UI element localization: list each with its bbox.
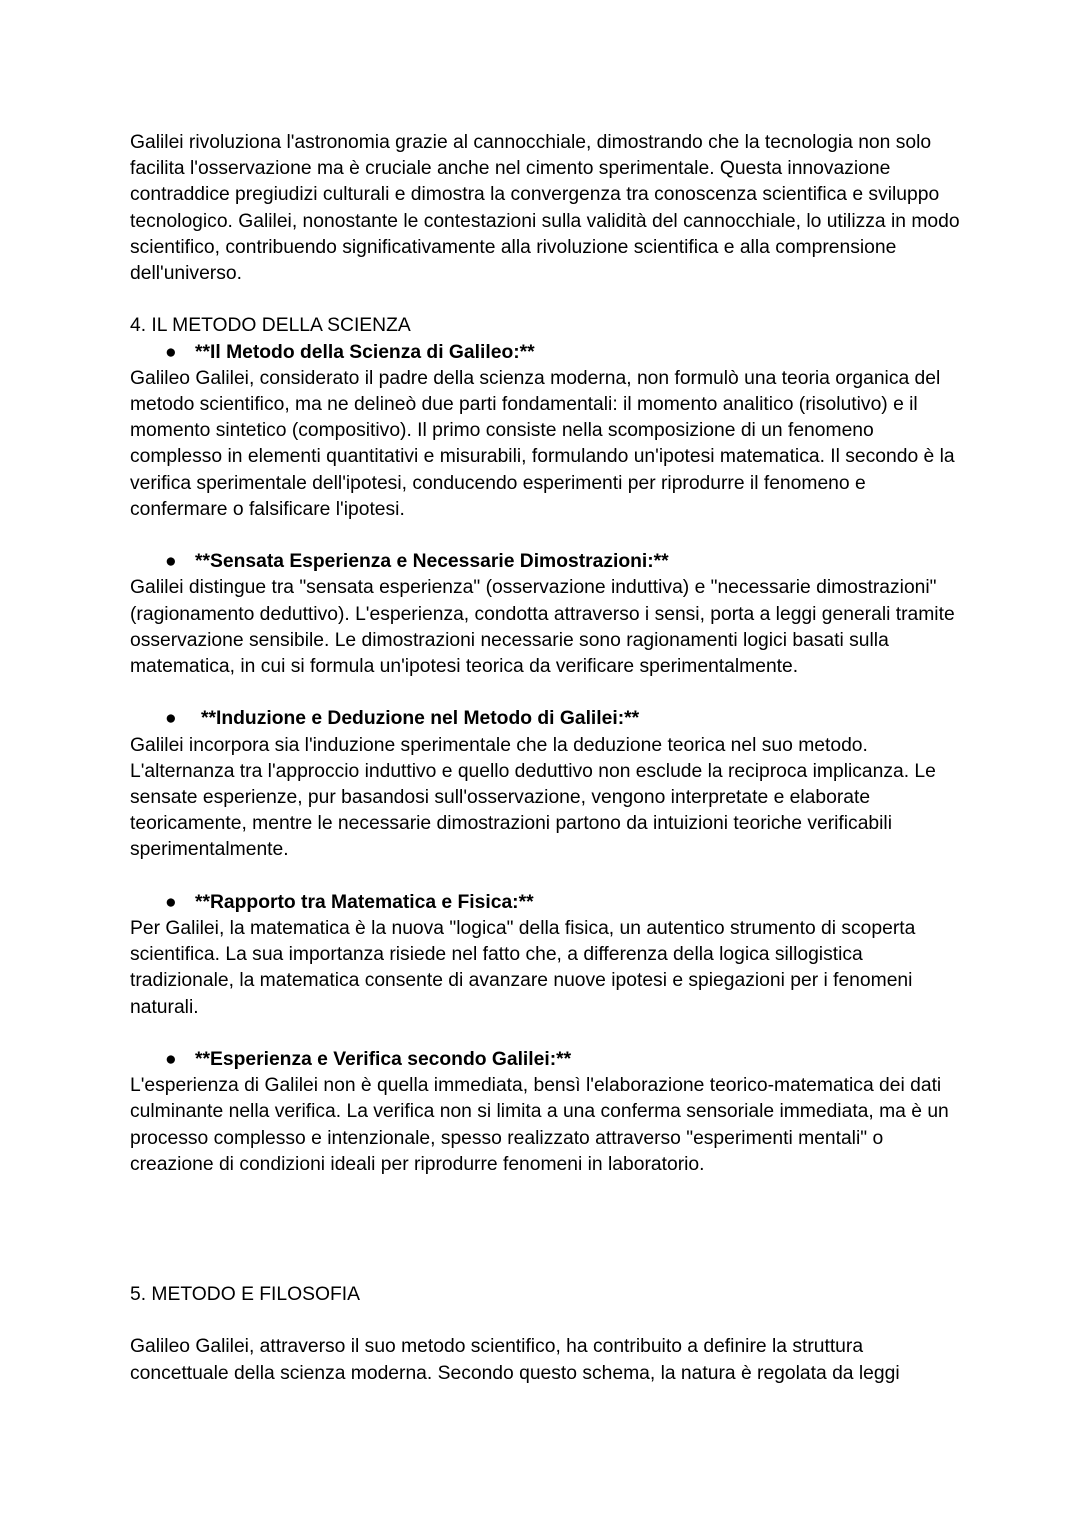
spacer (130, 287, 960, 313)
bullet-item-body: Galilei distingue tra "sensata esperienza" (osservazione induttiva) e "necessarie dimostrazioni" (ragionamento deduttivo). L'esperienza, condotta attraverso i sensi, porta a leggi generali tramite osservazione sensibile. Le dimostrazioni necessarie sono ragionamenti logici basati sulla matematica, in cui si formula un'ipotesi teorica da verificare sperimentalmente. (130, 577, 955, 678)
bullet-item-title (130, 890, 960, 916)
bullet-icon: ● (165, 708, 177, 730)
bullet-title-text: **Rapporto tra Matematica e Fisica:** (195, 891, 534, 913)
spacer (130, 680, 960, 706)
bullet-item-title (130, 549, 960, 575)
bullet-title-text: **Sensata Esperienza e Necessarie Dimostrazioni:** (195, 551, 669, 573)
bullet-item-title (130, 340, 960, 366)
section-5-paragraph: Galileo Galilei, attraverso il suo metodo scientifico, ha contribuito a definire la struttura concettuale della scienza moderna. Secondo questo schema, la natura è regolata da leggi (130, 1336, 900, 1384)
document-page (130, 130, 960, 1387)
spacer (130, 1308, 960, 1334)
bullet-title-text: **Esperienza e Verifica secondo Galilei:** (195, 1049, 572, 1071)
bullet-item-body: Galilei incorpora sia l'induzione sperimentale che la deduzione teorica nel suo metodo. L'alternanza tra l'approccio induttivo e quello deduttivo non esclude la reciproca implicanza. Le sensate esperienze, pur basandosi sull'osservazione, vengono interpretate e elaborate teoricamente, mentre le necessarie dimostrazioni partono da intuizioni teoriche verificabili sperimentalmente. (130, 734, 936, 861)
bullet-item-body: Per Galilei, la matematica è la nuova "logica" della fisica, un autentico strumento di scoperta scientifica. La sua importanza risiede nel fatto che, a differenza della logica sillogistica tradizionale, la matematica consente di avanzare nuove ipotesi e spiegazioni per i fenomeni naturali. (130, 918, 916, 1018)
spacer (130, 1178, 960, 1230)
bullet-icon: ● (165, 891, 177, 913)
bullet-icon: ● (165, 1049, 177, 1071)
section-5-heading: 5. METODO E FILOSOFIA (130, 1284, 360, 1306)
bullet-item-body: Galileo Galilei, considerato il padre della scienza moderna, non formulò una teoria organica del metodo scientifico, ma ne delineò due parti fondamentali: il momento analitico (risolutivo) e il momento sintetico (compositivo). Il primo consiste nella scomposizione di un fenomeno complesso in elementi quantitativi e misurabili, formulando un'ipotesi matematica. Il secondo è la verifica sperimentale dell'ipotesi, conducendo esperimenti per riprodurre il fenomeno e confermare o falsificare l'ipotesi. (130, 367, 955, 520)
bullet-title-text: **Il Metodo della Scienza di Galileo:** (195, 341, 535, 363)
bullet-item-body: L'esperienza di Galilei non è quella immediata, bensì l'elaborazione teorico-matematica dei dati culminante nella verifica. La verifica non si limita a una conferma sensoriale immediata, ma è un processo complesso e intenzionale, spesso realizzato attraverso "esperimenti mentali" o creazione di condizioni ideali per riprodurre fenomeni in laboratorio. (130, 1075, 949, 1175)
spacer (130, 1021, 960, 1047)
bullet-item-title (130, 1047, 960, 1073)
bullet-icon: ● (165, 551, 177, 573)
bullet-icon: ● (165, 341, 177, 363)
spacer (130, 523, 960, 549)
bullet-title-text: **Induzione e Deduzione nel Metodo di Galilei:** (201, 708, 640, 730)
intro-paragraph: Galilei rivoluziona l'astronomia grazie al cannocchiale, dimostrando che la tecnologia non solo facilita l'osservazione ma è cruciale anche nel cimento sperimentale. Questa innovazione contraddice pregiudizi culturali e dimostra la convergenza tra conoscenza scientifica e sviluppo tecnologico. Galilei, nonostante le contestazioni sulla validità del cannocchiale, lo utilizza in modo scientifico, contribuendo significativamente alla rivoluzione scientifica e alla comprensione dell'universo. (130, 132, 960, 285)
spacer (130, 864, 960, 890)
spacer (130, 1230, 960, 1282)
bullet-item-title (130, 706, 960, 732)
section-4-heading: 4. IL METODO DELLA SCIENZA (130, 315, 411, 337)
